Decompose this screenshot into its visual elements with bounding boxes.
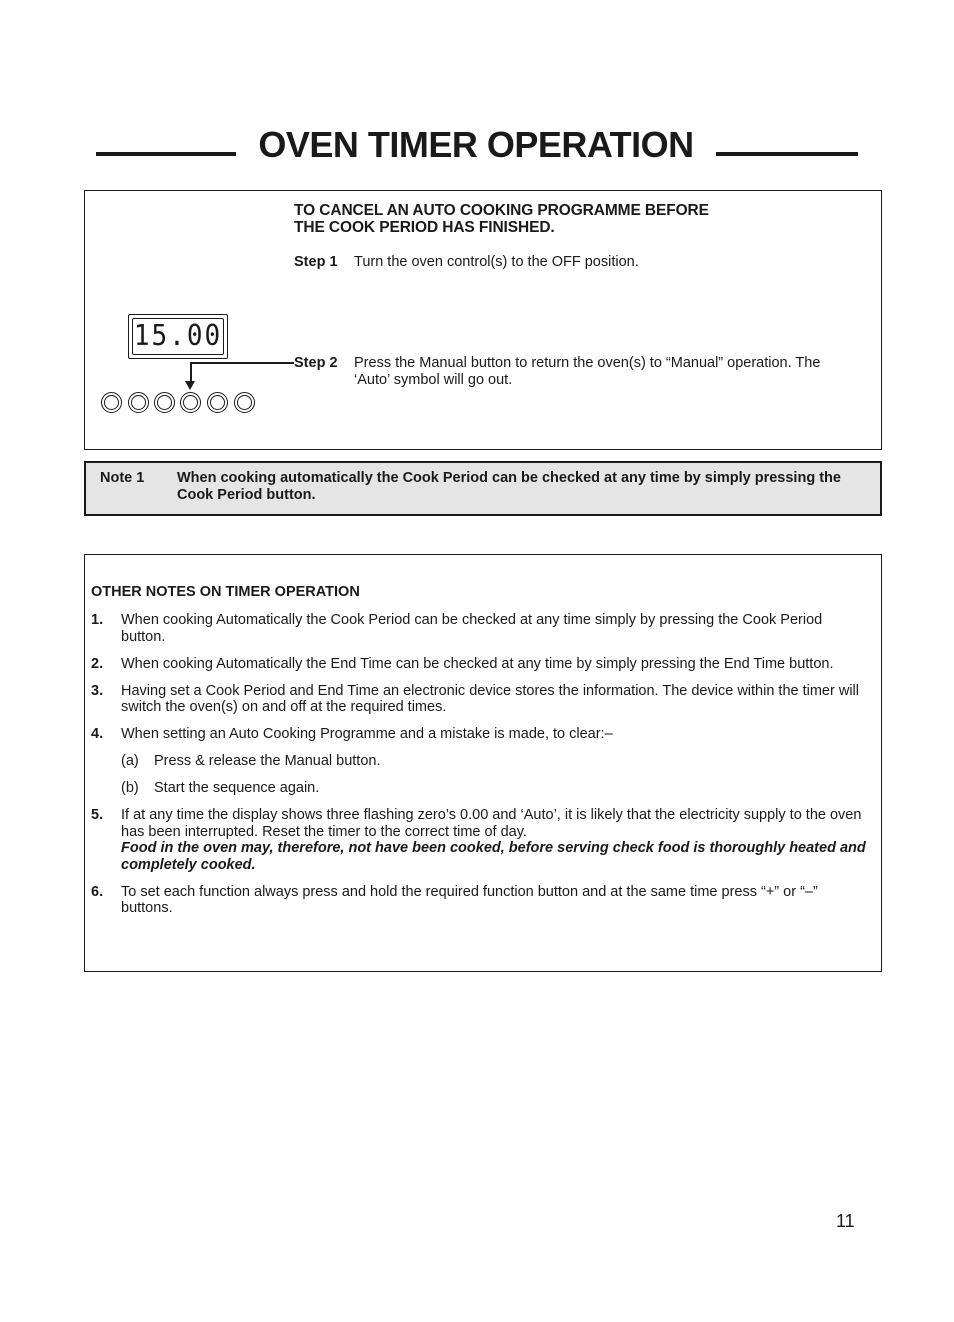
step-text: Turn the oven control(s) to the OFF position.: [354, 254, 639, 270]
title-row: [0, 120, 954, 170]
list-text: When cooking Automatically the End Time can be checked at any time by simply pressing the End Time button.: [121, 655, 834, 672]
list-number: 6.: [91, 883, 104, 900]
sub-list-number: (a): [121, 753, 139, 769]
cancel-heading-line2: THE COOK PERIOD HAS FINISHED.: [294, 219, 555, 236]
list-number: 4.: [91, 726, 104, 742]
timer-button-icon: [234, 392, 255, 413]
manual-button-icon: [180, 392, 201, 413]
list-number: 3.: [91, 682, 104, 699]
other-notes-list: [91, 612, 867, 927]
list-item: [91, 656, 867, 673]
list-text: Having set a Cook Period and End Time an electronic device stores the information. The device within the timer will switch the oven(s) on and off at the required times.: [121, 682, 859, 715]
step-label: Step 1: [294, 254, 338, 270]
list-item: [91, 612, 867, 645]
title-rule-right: [716, 152, 858, 156]
list-text: When cooking Automatically the Cook Period can be checked at any time simply by pressing the Cook Period button.: [121, 612, 823, 645]
title-rule-left: [96, 152, 236, 156]
list-number: 1.: [91, 612, 104, 628]
list-item: [91, 726, 867, 743]
step-label: Step 2: [294, 355, 338, 371]
timer-button-icon: [128, 392, 149, 413]
other-notes-heading: OTHER NOTES ON TIMER OPERATION: [91, 584, 360, 600]
note-box: [84, 461, 882, 516]
sub-list-item: [91, 753, 867, 770]
timer-button-icon: [101, 392, 122, 413]
timer-buttons-illustration: [101, 392, 261, 416]
sub-list-text: Start the sequence again.: [154, 780, 320, 796]
cancel-heading: [294, 202, 709, 236]
other-notes-section: [84, 554, 882, 972]
timer-button-icon: [154, 392, 175, 413]
list-text: When setting an Auto Cooking Programme and a mistake is made, to clear:–: [121, 726, 613, 742]
cancel-programme-section: [84, 190, 882, 450]
list-text: If at any time the display shows three flashing zero’s 0.00 and ‘Auto’, it is likely that the electricity supply to the oven has been interrupted. Reset the timer to the correct time of day.: [121, 807, 862, 840]
arrow-down-icon: [185, 381, 195, 390]
list-item: [91, 807, 867, 873]
list-number: 5.: [91, 807, 104, 823]
page-title: OVEN TIMER OPERATION: [258, 124, 694, 165]
step-text: Press the Manual button to return the oven(s) to “Manual” operation. The ‘Auto’ symbol will go out.: [354, 355, 821, 388]
timer-display-illustration: [128, 314, 228, 359]
warning-text: Food in the oven may, therefore, not have been cooked, before serving check food is thoroughly heated and completely cooked.: [121, 840, 866, 873]
note-label: Note 1: [100, 470, 145, 486]
list-number: 2.: [91, 655, 104, 672]
note-text: When cooking automatically the Cook Period can be checked at any time by simply pressing the Cook Period button.: [177, 470, 841, 503]
page-number: 11: [836, 1211, 855, 1231]
sub-list-item: [91, 780, 867, 797]
display-readout: 15.00: [133, 319, 223, 353]
list-item: [91, 884, 867, 917]
sub-list-number: (b): [121, 780, 139, 796]
list-text: To set each function always press and hold the required function button and at the same time press “+” or “–” buttons.: [121, 883, 818, 916]
sub-list-text: Press & release the Manual button.: [154, 753, 381, 769]
cancel-heading-line1: TO CANCEL AN AUTO COOKING PROGRAMME BEFORE: [294, 202, 709, 219]
list-item: [91, 683, 867, 716]
leader-line: [190, 362, 294, 364]
timer-button-icon: [207, 392, 228, 413]
